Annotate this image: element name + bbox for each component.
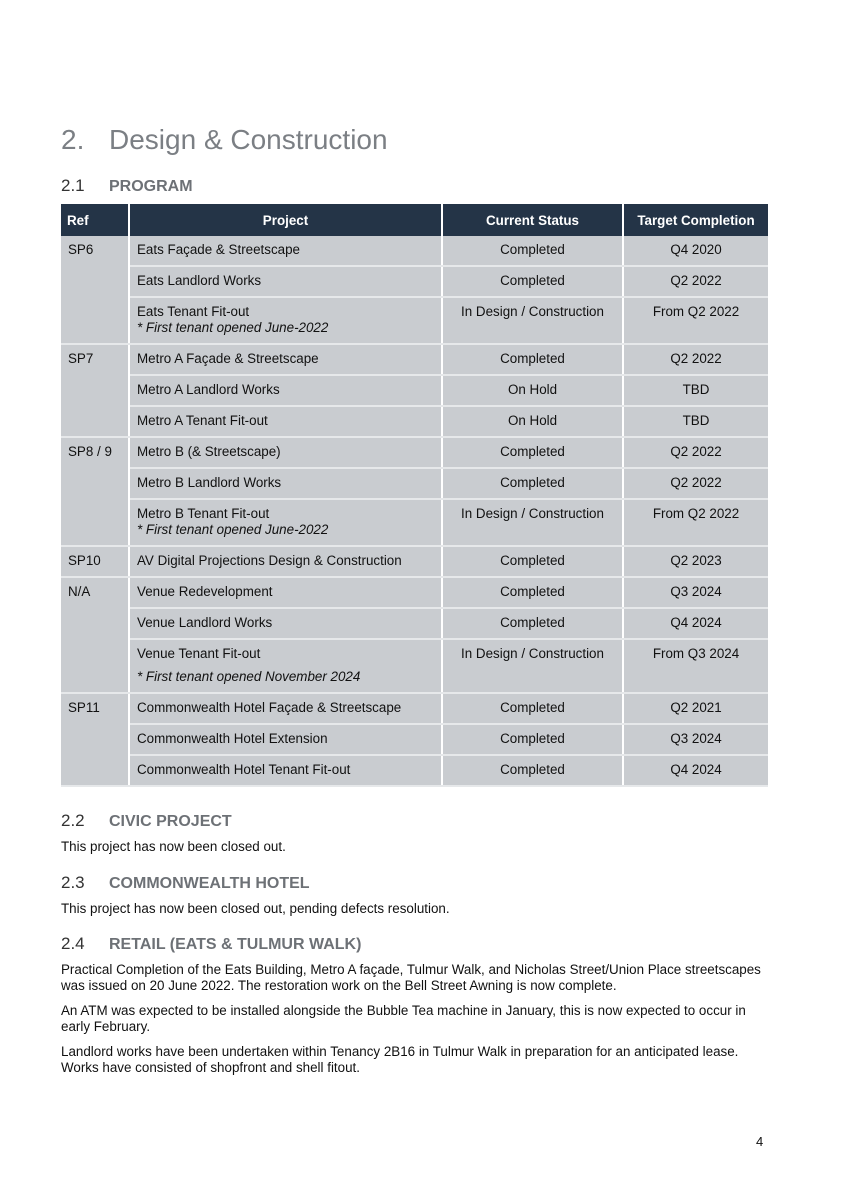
col-header-project: Project: [129, 204, 442, 236]
table-row: [61, 406, 768, 437]
project-cell: Eats Façade & Streetscape: [129, 236, 442, 266]
project-note: * First tenant opened November 2024: [137, 669, 361, 684]
status-cell: In Design / Construction: [442, 639, 623, 693]
retail-paragraph-2: An ATM was expected to be installed alongside the Bubble Tea machine in January, this is now expected to occur in early February.: [61, 1003, 746, 1034]
table-row: [61, 236, 768, 266]
col-header-target: Target Completion: [623, 204, 768, 236]
status-cell: On Hold: [442, 375, 623, 406]
hotel-title: COMMONWEALTH HOTEL: [109, 875, 310, 892]
project-name: Metro B Tenant Fit-out: [137, 506, 270, 521]
project-cell: Metro B (& Streetscape): [129, 437, 442, 468]
status-cell: Completed: [442, 344, 623, 375]
project-cell: AV Digital Projections Design & Construction: [129, 546, 442, 577]
status-cell: Completed: [442, 468, 623, 499]
table-row: [61, 297, 768, 344]
status-cell: Completed: [442, 724, 623, 755]
status-cell: Completed: [442, 693, 623, 724]
project-cell: Metro A Façade & Streetscape: [129, 344, 442, 375]
target-cell: Q2 2022: [623, 437, 768, 468]
table-row: [61, 437, 768, 468]
ref-cell: SP8 / 9: [61, 437, 129, 546]
target-cell: From Q2 2022: [623, 499, 768, 546]
retail-paragraph-3: Landlord works have been undertaken within Tenancy 2B16 in Tulmur Walk in preparation for an anticipated lease. Works have consisted of shopfront and shell fitout.: [61, 1044, 739, 1075]
project-cell: Metro B Landlord Works: [129, 468, 442, 499]
hotel-number: 2.3: [61, 873, 85, 892]
section-title: Design & Construction: [109, 124, 388, 155]
program-title: PROGRAM: [109, 178, 193, 195]
section-heading: [61, 124, 388, 156]
status-cell: Completed: [442, 546, 623, 577]
table-row: [61, 639, 768, 693]
project-cell: [129, 499, 442, 546]
project-cell: [129, 639, 442, 693]
target-cell: TBD: [623, 406, 768, 437]
target-cell: Q2 2023: [623, 546, 768, 577]
status-cell: Completed: [442, 437, 623, 468]
civic-number: 2.2: [61, 811, 85, 830]
ref-cell: SP7: [61, 344, 129, 437]
target-cell: Q4 2024: [623, 608, 768, 639]
status-cell: Completed: [442, 577, 623, 608]
project-cell: Venue Landlord Works: [129, 608, 442, 639]
target-cell: Q4 2020: [623, 236, 768, 266]
ref-cell: N/A: [61, 577, 129, 693]
col-header-status: Current Status: [442, 204, 623, 236]
hotel-heading: [61, 873, 310, 893]
retail-title: RETAIL (EATS & TULMUR WALK): [109, 936, 362, 953]
target-cell: Q3 2024: [623, 724, 768, 755]
target-cell: Q2 2022: [623, 344, 768, 375]
hotel-text: This project has now been closed out, pending defects resolution.: [61, 901, 450, 916]
program-number: 2.1: [61, 176, 85, 195]
table-row: [61, 693, 768, 724]
status-cell: Completed: [442, 266, 623, 297]
status-cell: On Hold: [442, 406, 623, 437]
ref-cell: SP10: [61, 546, 129, 577]
project-cell: Metro A Tenant Fit-out: [129, 406, 442, 437]
program-table: [61, 204, 768, 787]
table-row: [61, 724, 768, 755]
table-row: [61, 499, 768, 546]
civic-title: CIVIC PROJECT: [109, 813, 232, 830]
target-cell: TBD: [623, 375, 768, 406]
target-cell: Q2 2021: [623, 693, 768, 724]
target-cell: From Q2 2022: [623, 297, 768, 344]
table-row: [61, 375, 768, 406]
table-header-row: [61, 204, 768, 236]
project-note: * First tenant opened June-2022: [137, 320, 329, 335]
table-row: [61, 266, 768, 297]
target-cell: From Q3 2024: [623, 639, 768, 693]
project-name: Eats Tenant Fit-out: [137, 304, 250, 319]
civic-text: This project has now been closed out.: [61, 839, 286, 854]
table-row: [61, 468, 768, 499]
program-heading: [61, 176, 193, 196]
project-cell: Eats Landlord Works: [129, 266, 442, 297]
project-cell: Metro A Landlord Works: [129, 375, 442, 406]
status-cell: Completed: [442, 608, 623, 639]
status-cell: Completed: [442, 236, 623, 266]
col-header-ref: Ref: [61, 204, 129, 236]
project-cell: Venue Redevelopment: [129, 577, 442, 608]
civic-heading: [61, 811, 232, 831]
section-number: 2.: [61, 124, 85, 155]
project-cell: [129, 297, 442, 344]
retail-paragraph-1: Practical Completion of the Eats Building, Metro A façade, Tulmur Walk, and Nicholas Street/Union Place streetscapes was issued on 20 June 2022. The restoration work on the Bell Street Awning is now complete.: [61, 962, 761, 993]
page-number: 4: [756, 1134, 764, 1149]
ref-cell: SP6: [61, 236, 129, 344]
table-row: [61, 546, 768, 577]
table-row: [61, 755, 768, 786]
table-row: [61, 577, 768, 608]
project-cell: Commonwealth Hotel Façade & Streetscape: [129, 693, 442, 724]
ref-cell: SP11: [61, 693, 129, 786]
status-cell: In Design / Construction: [442, 499, 623, 546]
status-cell: Completed: [442, 755, 623, 786]
project-cell: Commonwealth Hotel Extension: [129, 724, 442, 755]
target-cell: Q2 2022: [623, 266, 768, 297]
retail-number: 2.4: [61, 934, 85, 953]
target-cell: Q4 2024: [623, 755, 768, 786]
status-cell: In Design / Construction: [442, 297, 623, 344]
project-note: * First tenant opened June-2022: [137, 522, 329, 537]
retail-heading: [61, 934, 361, 954]
project-name: Venue Tenant Fit-out: [137, 646, 261, 661]
target-cell: Q2 2022: [623, 468, 768, 499]
table-row: [61, 344, 768, 375]
project-cell: Commonwealth Hotel Tenant Fit-out: [129, 755, 442, 786]
target-cell: Q3 2024: [623, 577, 768, 608]
table-row: [61, 608, 768, 639]
